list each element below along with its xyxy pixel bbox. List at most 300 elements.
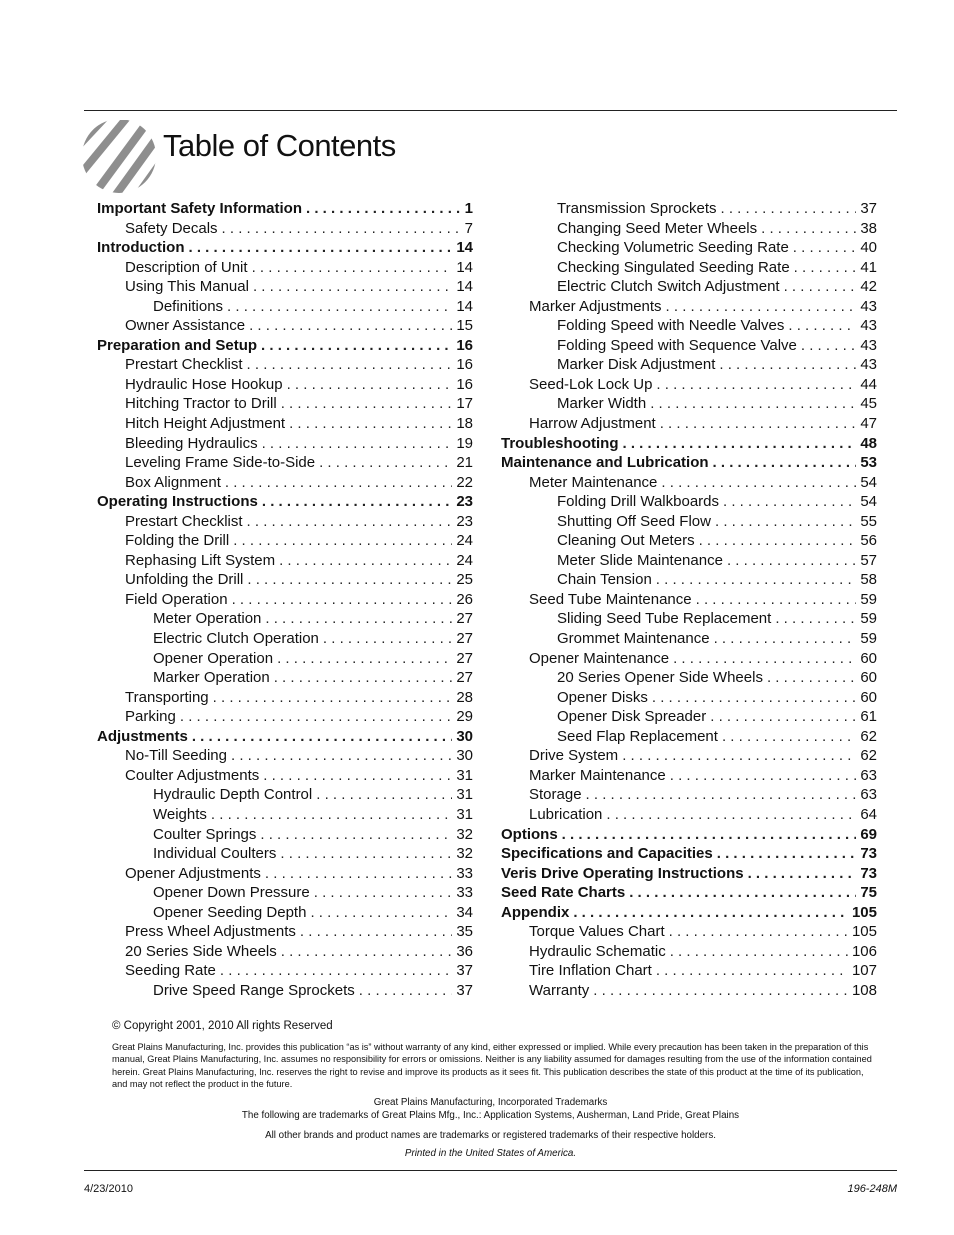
toc-entry[interactable] — [501, 238, 877, 258]
toc-entry-label: Prestart Checklist — [125, 512, 243, 530]
toc-entry[interactable] — [97, 238, 473, 258]
toc-entry-label: Storage — [529, 786, 582, 804]
toc-entry-label: Checking Singulated Seeding Rate — [557, 258, 790, 276]
toc-dot-leader — [300, 922, 452, 942]
toc-entry-label: Meter Slide Maintenance — [557, 551, 723, 569]
toc-entry-page: 43 — [860, 336, 877, 354]
toc-entry-label: Opener Disks — [557, 688, 648, 706]
toc-entry[interactable] — [97, 375, 473, 395]
toc-entry-page: 17 — [456, 395, 473, 413]
toc-entry[interactable] — [97, 434, 473, 454]
toc-entry-label: Folding the Drill — [125, 532, 230, 550]
toc-dot-leader — [359, 981, 453, 1001]
toc-entry-label: Meter Maintenance — [529, 473, 658, 491]
toc-entry-label: Seed Flap Replacement — [557, 727, 718, 745]
toc-entry[interactable] — [501, 727, 877, 747]
toc-entry-label: Marker Operation — [153, 669, 270, 687]
toc-entry-label: Shutting Off Seed Flow — [557, 512, 711, 530]
toc-dot-leader — [249, 316, 452, 336]
toc-entry-label: Electric Clutch Switch Adjustment — [557, 278, 780, 296]
toc-entry[interactable] — [97, 355, 473, 375]
toc-entry-label: Folding Drill Walkboards — [557, 493, 719, 511]
toc-entry-label: Appendix — [501, 903, 570, 921]
toc-entry-page: 16 — [456, 356, 473, 374]
toc-entry[interactable] — [97, 903, 473, 923]
toc-dot-leader — [761, 219, 856, 239]
toc-entry-label: Definitions — [153, 297, 224, 315]
toc-entry-label: Unfolding the Drill — [125, 571, 244, 589]
toc-dot-leader — [310, 903, 452, 923]
toc-entry-label: Introduction — [97, 239, 185, 257]
toc-entry[interactable] — [501, 903, 877, 923]
trademarks-heading: Great Plains Manufacturing, Incorporated Trademarks — [373, 1097, 608, 1108]
toc-entry[interactable] — [501, 258, 877, 278]
toc-entry-page: 62 — [860, 727, 877, 745]
toc-entry-label: Marker Disk Adjustment — [557, 356, 716, 374]
toc-entry[interactable] — [501, 512, 877, 532]
toc-dot-leader — [656, 375, 856, 395]
toc-entry[interactable] — [97, 590, 473, 610]
toc-dot-leader — [713, 453, 857, 473]
toc-dot-leader — [656, 961, 848, 981]
toc-entry[interactable] — [97, 649, 473, 669]
toc-entry-label: Meter Operation — [153, 610, 262, 628]
toc-entry-page: 106 — [851, 942, 877, 960]
toc-entry-page: 63 — [860, 766, 877, 784]
toc-dot-leader — [262, 492, 452, 512]
toc-dot-leader — [188, 238, 452, 258]
toc-entry-page: 31 — [456, 786, 473, 804]
toc-entry-label: Seed-Lok Lock Up — [529, 375, 653, 393]
toc-dot-leader — [666, 297, 857, 317]
toc-entry[interactable] — [97, 414, 473, 434]
toc-entry-page: 43 — [860, 297, 877, 315]
toc-entry-page: 54 — [860, 473, 877, 491]
toc-entry-page: 14 — [456, 278, 473, 296]
toc-dot-leader — [696, 590, 857, 610]
toc-entry-page: 27 — [456, 669, 473, 687]
toc-entry[interactable] — [97, 473, 473, 493]
toc-entry[interactable] — [97, 981, 473, 1001]
toc-entry[interactable] — [501, 570, 877, 590]
toc-entry[interactable] — [501, 492, 877, 512]
toc-entry[interactable] — [97, 668, 473, 688]
toc-entry-page: 32 — [456, 845, 473, 863]
toc-entry-label: Rephasing Lift System — [125, 551, 276, 569]
toc-entry-label: Using This Manual — [125, 278, 249, 296]
toc-entry-page: 27 — [456, 610, 473, 628]
toc-dot-leader — [319, 453, 452, 473]
toc-entry-label: Opener Down Pressure — [153, 884, 310, 902]
toc-entry-label: Important Safety Information — [97, 200, 303, 217]
toc-entry-page: 29 — [456, 708, 473, 726]
toc-entry[interactable] — [97, 707, 473, 727]
toc-entry-label: Warranty — [529, 981, 590, 999]
toc-entry[interactable] — [501, 805, 877, 825]
toc-dot-leader — [274, 668, 453, 688]
toc-entry-label: Harrow Adjustment — [529, 415, 656, 433]
toc-dot-leader — [801, 336, 856, 356]
toc-entry[interactable] — [97, 512, 473, 532]
toc-entry[interactable] — [97, 825, 473, 845]
toc-entry[interactable] — [501, 590, 877, 610]
toc-entry-page: 43 — [860, 317, 877, 335]
toc-dot-leader — [232, 590, 453, 610]
toc-entry-page: 45 — [860, 395, 877, 413]
toc-entry-page: 31 — [456, 805, 473, 823]
toc-entry-label: Opener Seeding Depth — [153, 903, 307, 921]
toc-entry[interactable] — [97, 277, 473, 297]
toc-entry-label: Transmission Sprockets — [557, 200, 717, 217]
toc-entry[interactable] — [501, 375, 877, 395]
toc-dot-leader — [669, 922, 848, 942]
toc-dot-leader — [606, 805, 856, 825]
toc-entry[interactable] — [97, 316, 473, 336]
toc-dot-leader — [247, 355, 453, 375]
toc-entry-page: 37 — [456, 981, 473, 999]
toc-entry[interactable] — [97, 258, 473, 278]
toc-dot-leader — [316, 785, 452, 805]
toc-dot-leader — [629, 883, 856, 903]
toc-entry-page: 14 — [456, 239, 473, 257]
toc-entry-page: 35 — [456, 923, 473, 941]
toc-entry-page: 27 — [456, 649, 473, 667]
toc-dot-leader — [262, 434, 453, 454]
toc-entry-page: 62 — [860, 747, 877, 765]
toc-dot-leader — [748, 864, 857, 884]
toc-entry-label: Weights — [153, 805, 207, 823]
toc-dot-leader — [220, 961, 452, 981]
toc-entry-label: Tire Inflation Chart — [529, 962, 652, 980]
toc-entry[interactable] — [97, 551, 473, 571]
toc-entry[interactable] — [501, 825, 877, 845]
toc-entry-page: 42 — [860, 278, 877, 296]
toc-entry-label: Folding Speed with Needle Valves — [557, 317, 785, 335]
toc-entry[interactable] — [501, 453, 877, 473]
toc-entry[interactable] — [501, 746, 877, 766]
toc-entry[interactable] — [501, 434, 877, 454]
toc-entry-label: Opener Operation — [153, 649, 274, 667]
toc-entry-page: 1 — [464, 200, 473, 217]
copyright-notice: © Copyright 2001, 2010 All rights Reserved — [112, 1020, 333, 1032]
toc-entry-page: 64 — [860, 805, 877, 823]
toc-dot-leader — [180, 707, 452, 727]
toc-entry-label: Seed Tube Maintenance — [529, 590, 692, 608]
toc-entry-label: Hitching Tractor to Drill — [125, 395, 277, 413]
toc-entry-label: Electric Clutch Operation — [153, 630, 319, 648]
trademarks-list: The following are trademarks of Great Plains Mfg., Inc.: Application Systems, Ausherman, Land Pride, Great Plains — [241, 1110, 740, 1121]
toc-entry[interactable] — [501, 473, 877, 493]
toc-entry-page: 33 — [456, 884, 473, 902]
toc-dot-leader — [650, 394, 856, 414]
toc-entry-page: 63 — [860, 786, 877, 804]
toc-entry-label: Specifications and Capacities — [501, 845, 713, 863]
toc-dot-leader — [323, 629, 452, 649]
toc-entry-label: Preparation and Setup — [97, 336, 258, 354]
other-brands-notice: All other brands and product names are trademarks or registered trademarks of their respective holders. — [265, 1130, 716, 1141]
toc-entry[interactable] — [97, 336, 473, 356]
toc-entry[interactable] — [97, 883, 473, 903]
toc-entry[interactable] — [501, 277, 877, 297]
toc-entry[interactable] — [97, 844, 473, 864]
toc-dot-leader — [233, 531, 452, 551]
toc-entry-page: 36 — [456, 942, 473, 960]
toc-entry-label: Options — [501, 825, 558, 843]
toc-entry-label: Opener Maintenance — [529, 649, 670, 667]
toc-entry[interactable] — [501, 316, 877, 336]
toc-entry[interactable] — [501, 785, 877, 805]
toc-dot-leader — [673, 649, 856, 669]
toc-entry-label: Sliding Seed Tube Replacement — [557, 610, 772, 628]
printed-in-notice: Printed in the United States of America. — [404, 1148, 577, 1159]
toc-entry-label: Cleaning Out Meters — [557, 532, 695, 550]
toc-entry-label: Chain Tension — [557, 571, 652, 589]
toc-entry-label: Seeding Rate — [125, 962, 216, 980]
toc-dot-leader — [719, 355, 856, 375]
toc-dot-leader — [277, 649, 452, 669]
toc-entry-label: Press Wheel Adjustments — [125, 923, 296, 941]
toc-entry[interactable] — [97, 961, 473, 981]
toc-dot-leader — [289, 414, 452, 434]
toc-dot-leader — [699, 531, 857, 551]
toc-dot-leader — [661, 473, 856, 493]
toc-entry[interactable] — [501, 297, 877, 317]
toc-entry-page: 60 — [860, 649, 877, 667]
toc-dot-leader — [660, 414, 857, 434]
toc-entry[interactable] — [97, 766, 473, 786]
toc-dot-leader — [222, 219, 461, 239]
toc-entry-page: 43 — [860, 356, 877, 374]
toc-entry[interactable] — [501, 766, 877, 786]
toc-left-column — [97, 199, 473, 1000]
toc-entry-page: 60 — [860, 669, 877, 687]
toc-entry[interactable] — [97, 727, 473, 747]
toc-entry-page: 54 — [860, 493, 877, 511]
toc-entry-page: 41 — [860, 258, 877, 276]
toc-dot-leader — [265, 609, 452, 629]
toc-entry[interactable] — [501, 864, 877, 884]
toc-entry-page: 34 — [456, 903, 473, 921]
toc-dot-leader — [280, 844, 452, 864]
toc-entry[interactable] — [97, 570, 473, 590]
toc-entry-label: Prestart Checklist — [125, 356, 243, 374]
toc-entry-page: 21 — [456, 454, 473, 472]
toc-entry[interactable] — [501, 922, 877, 942]
toc-entry[interactable] — [97, 688, 473, 708]
toc-entry-page: 38 — [860, 219, 877, 237]
toc-entry-label: Bleeding Hydraulics — [125, 434, 258, 452]
toc-entry-page: 23 — [456, 512, 473, 530]
toc-entry-label: Hydraulic Hose Hookup — [125, 375, 283, 393]
toc-entry-page: 59 — [860, 630, 877, 648]
toc-entry[interactable] — [97, 746, 473, 766]
toc-entry[interactable] — [501, 707, 877, 727]
toc-entry[interactable] — [97, 785, 473, 805]
toc-entry[interactable] — [501, 942, 877, 962]
toc-entry-label: Opener Disk Spreader — [557, 708, 707, 726]
toc-entry-label: No-Till Seeding — [125, 747, 227, 765]
toc-entry[interactable] — [501, 336, 877, 356]
toc-entry-label: Changing Seed Meter Wheels — [557, 219, 758, 237]
toc-entry-label: Field Operation — [125, 590, 228, 608]
toc-entry[interactable] — [501, 531, 877, 551]
toc-entry[interactable] — [97, 864, 473, 884]
toc-entry-page: 27 — [456, 630, 473, 648]
toc-dot-leader — [211, 805, 452, 825]
toc-dot-leader — [717, 844, 857, 864]
toc-entry-page: 73 — [860, 864, 877, 882]
toc-entry-label: Description of Unit — [125, 258, 248, 276]
toc-entry-label: Marker Maintenance — [529, 766, 666, 784]
toc-entry[interactable] — [501, 883, 877, 903]
toc-entry[interactable] — [501, 844, 877, 864]
toc-entry-page: 59 — [860, 590, 877, 608]
toc-entry[interactable] — [97, 805, 473, 825]
toc-dot-leader — [652, 688, 856, 708]
toc-entry-page: 53 — [860, 454, 877, 472]
toc-entry-label: Operating Instructions — [97, 493, 258, 511]
toc-entry[interactable] — [97, 629, 473, 649]
toc-entry[interactable] — [501, 688, 877, 708]
toc-entry-label: 20 Series Opener Side Wheels — [557, 669, 763, 687]
toc-entry-page: 31 — [456, 766, 473, 784]
toc-entry[interactable] — [501, 414, 877, 434]
document-number: 196-248M — [847, 1183, 897, 1195]
toc-entry-page: 48 — [860, 434, 877, 452]
toc-entry-label: Folding Speed with Sequence Valve — [557, 336, 797, 354]
toc-entry[interactable] — [501, 394, 877, 414]
toc-entry[interactable] — [501, 981, 877, 1001]
toc-dot-leader — [710, 707, 856, 727]
toc-entry[interactable] — [501, 649, 877, 669]
toc-entry-label: Checking Volumetric Seeding Rate — [557, 239, 789, 257]
toc-entry-page: 105 — [851, 923, 877, 941]
toc-entry[interactable] — [97, 609, 473, 629]
toc-entry-page: 60 — [860, 688, 877, 706]
toc-entry-label: Maintenance and Lubrication — [501, 454, 709, 472]
toc-entry[interactable] — [97, 492, 473, 512]
toc-dot-leader — [279, 551, 452, 571]
toc-entry[interactable] — [97, 394, 473, 414]
great-plains-logo — [80, 118, 158, 194]
toc-entry[interactable] — [97, 297, 473, 317]
toc-entry-page: 61 — [860, 708, 877, 726]
bottom-rule — [84, 1170, 897, 1171]
toc-dot-leader — [213, 688, 453, 708]
toc-entry-label: Marker Width — [557, 395, 647, 413]
toc-entry[interactable] — [501, 961, 877, 981]
toc-entry-page: 15 — [456, 317, 473, 335]
toc-dot-leader — [253, 277, 452, 297]
toc-entry-page: 55 — [860, 512, 877, 530]
toc-entry-label: Hitch Height Adjustment — [125, 415, 286, 433]
toc-entry-page: 14 — [456, 258, 473, 276]
toc-entry-page: 19 — [456, 434, 473, 452]
toc-entry-page: 47 — [860, 415, 877, 433]
toc-dot-leader — [314, 883, 453, 903]
toc-dot-leader — [247, 570, 452, 590]
toc-dot-leader — [714, 629, 857, 649]
toc-entry[interactable] — [97, 453, 473, 473]
toc-dot-leader — [281, 394, 453, 414]
toc-entry-label: Torque Values Chart — [529, 923, 665, 941]
toc-entry[interactable] — [501, 629, 877, 649]
toc-entry-page: 44 — [860, 375, 877, 393]
toc-dot-leader — [715, 512, 856, 532]
toc-dot-leader — [788, 316, 856, 336]
toc-entry-page: 108 — [851, 981, 877, 999]
toc-entry[interactable] — [501, 219, 877, 239]
toc-entry-page: 107 — [851, 962, 877, 980]
toc-entry-label: 20 Series Side Wheels — [125, 942, 277, 960]
toc-dot-leader — [265, 864, 452, 884]
toc-dot-leader — [287, 375, 453, 395]
toc-entry[interactable] — [501, 199, 877, 219]
toc-entry-page: 30 — [456, 727, 473, 745]
toc-entry-page: 105 — [851, 903, 877, 921]
toc-entry-label: Parking — [125, 708, 176, 726]
toc-entry[interactable] — [97, 922, 473, 942]
toc-entry-label: Coulter Springs — [153, 825, 257, 843]
toc-dot-leader — [227, 297, 452, 317]
toc-entry-page: 16 — [456, 375, 473, 393]
toc-entry-page: 37 — [456, 962, 473, 980]
toc-entry[interactable] — [97, 199, 473, 219]
toc-entry-page: 69 — [860, 825, 877, 843]
toc-entry[interactable] — [501, 668, 877, 688]
toc-entry[interactable] — [501, 355, 877, 375]
toc-entry[interactable] — [501, 609, 877, 629]
toc-entry-page: 73 — [860, 845, 877, 863]
toc-dot-leader — [586, 785, 857, 805]
toc-entry-label: Hydraulic Schematic — [529, 942, 666, 960]
toc-entry-label: Owner Assistance — [125, 317, 246, 335]
toc-dot-leader — [623, 434, 857, 454]
toc-entry-label: Box Alignment — [125, 473, 221, 491]
toc-entry-page: 16 — [456, 336, 473, 354]
toc-entry-page: 37 — [860, 200, 877, 217]
toc-dot-leader — [723, 492, 856, 512]
toc-entry-label: Seed Rate Charts — [501, 884, 626, 902]
toc-entry-page: 24 — [456, 532, 473, 550]
toc-dot-leader — [573, 903, 848, 923]
toc-dot-leader — [252, 258, 453, 278]
toc-entry-label: Safety Decals — [125, 219, 218, 237]
toc-dot-leader — [593, 981, 848, 1001]
toc-entry-page: 75 — [860, 884, 877, 902]
toc-dot-leader — [670, 942, 848, 962]
top-rule — [84, 110, 897, 111]
toc-entry-label: Opener Adjustments — [125, 864, 261, 882]
toc-entry-label: Transporting — [125, 688, 209, 706]
toc-entry-page: 32 — [456, 825, 473, 843]
toc-entry-page: 56 — [860, 532, 877, 550]
toc-entry[interactable] — [97, 219, 473, 239]
toc-entry-page: 59 — [860, 610, 877, 628]
toc-entry-label: Drive Speed Range Sprockets — [153, 981, 355, 999]
toc-dot-leader — [263, 766, 452, 786]
toc-entry-label: Marker Adjustments — [529, 297, 662, 315]
toc-entry[interactable] — [501, 551, 877, 571]
toc-entry[interactable] — [97, 942, 473, 962]
toc-dot-leader — [562, 825, 857, 845]
toc-entry[interactable] — [97, 531, 473, 551]
toc-dot-leader — [192, 727, 452, 747]
toc-dot-leader — [231, 746, 452, 766]
toc-entry-page: 7 — [464, 219, 473, 237]
toc-dot-leader — [260, 825, 452, 845]
toc-entry-page: 18 — [456, 415, 473, 433]
